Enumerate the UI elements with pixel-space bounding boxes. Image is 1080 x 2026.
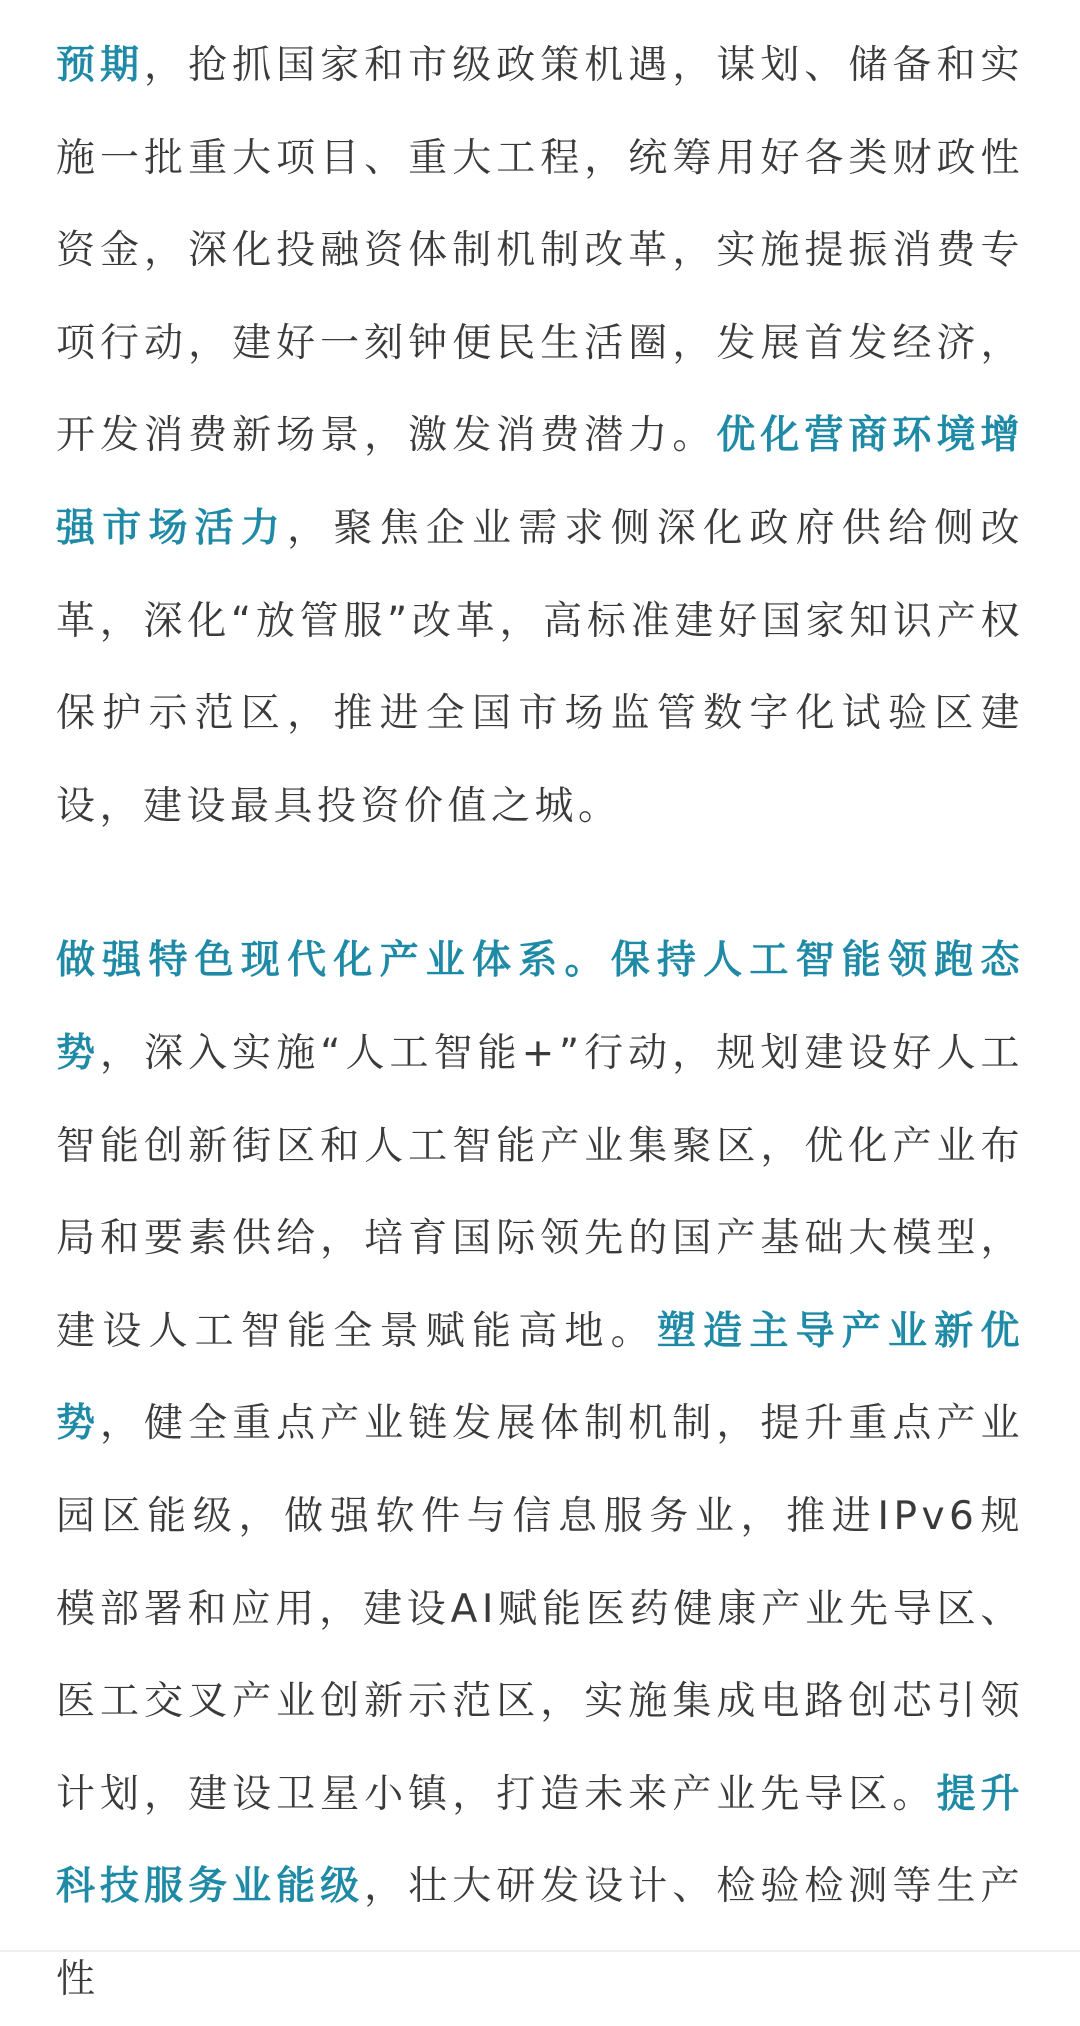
article-body bbox=[56, 20, 1024, 2026]
body-text: ，聚焦企业需求侧深化政府供给侧改革，深化“放管服”改革，高标准建好国家知识产权保护示范区，推进全国市场监管数字化试验区建设，建设最具投资价值之城。 bbox=[56, 505, 1024, 829]
paragraph-industry bbox=[56, 915, 1024, 2026]
paragraph-policy bbox=[56, 20, 1024, 853]
highlight-phrase: 优化营商环境增强市场活力 bbox=[56, 413, 1024, 551]
highlight-phrase: 提升科技服务业能级 bbox=[56, 1771, 1024, 1910]
body-text: ，壮大研发设计、检验检测等生产性 bbox=[56, 1864, 1024, 2002]
body-text: ，抢抓国家和市级政策机遇，谋划、储备和实施一批重大项目、重大工程，统筹用好各类财政性资金，深化投融资体制机制改革，实施提振消费专项行动，建好一刻钟便民生活圈，发展首发经济，开发消费新场景，激发消费潜力。 bbox=[56, 43, 1024, 459]
bottom-divider bbox=[0, 1950, 1080, 1952]
highlight-phrase: 做强特色现代化产业体系。保持人工智能领跑态势 bbox=[56, 938, 1024, 1076]
body-text: ，深入实施“人工智能+”行动，规划建设好人工智能创新街区和人工智能产业集聚区，优化产业布局和要素供给，培育国际领先的国产基础大模型，建设人工智能全景赋能高地。 bbox=[56, 1030, 1024, 1354]
highlight-phrase: 塑造主导产业新优势 bbox=[56, 1308, 1024, 1447]
highlight-phrase: 预期 bbox=[56, 43, 145, 88]
body-text: ，健全重点产业链发展体制机制，提升重点产业园区能级，做强软件与信息服务业，推进IPv6规模部署和应用，建设AI赋能医药健康产业先导区、医工交叉产业创新示范区，实施集成电路创芯引领计划，建设卫星小镇，打造未来产业先导区。 bbox=[56, 1401, 1024, 1817]
